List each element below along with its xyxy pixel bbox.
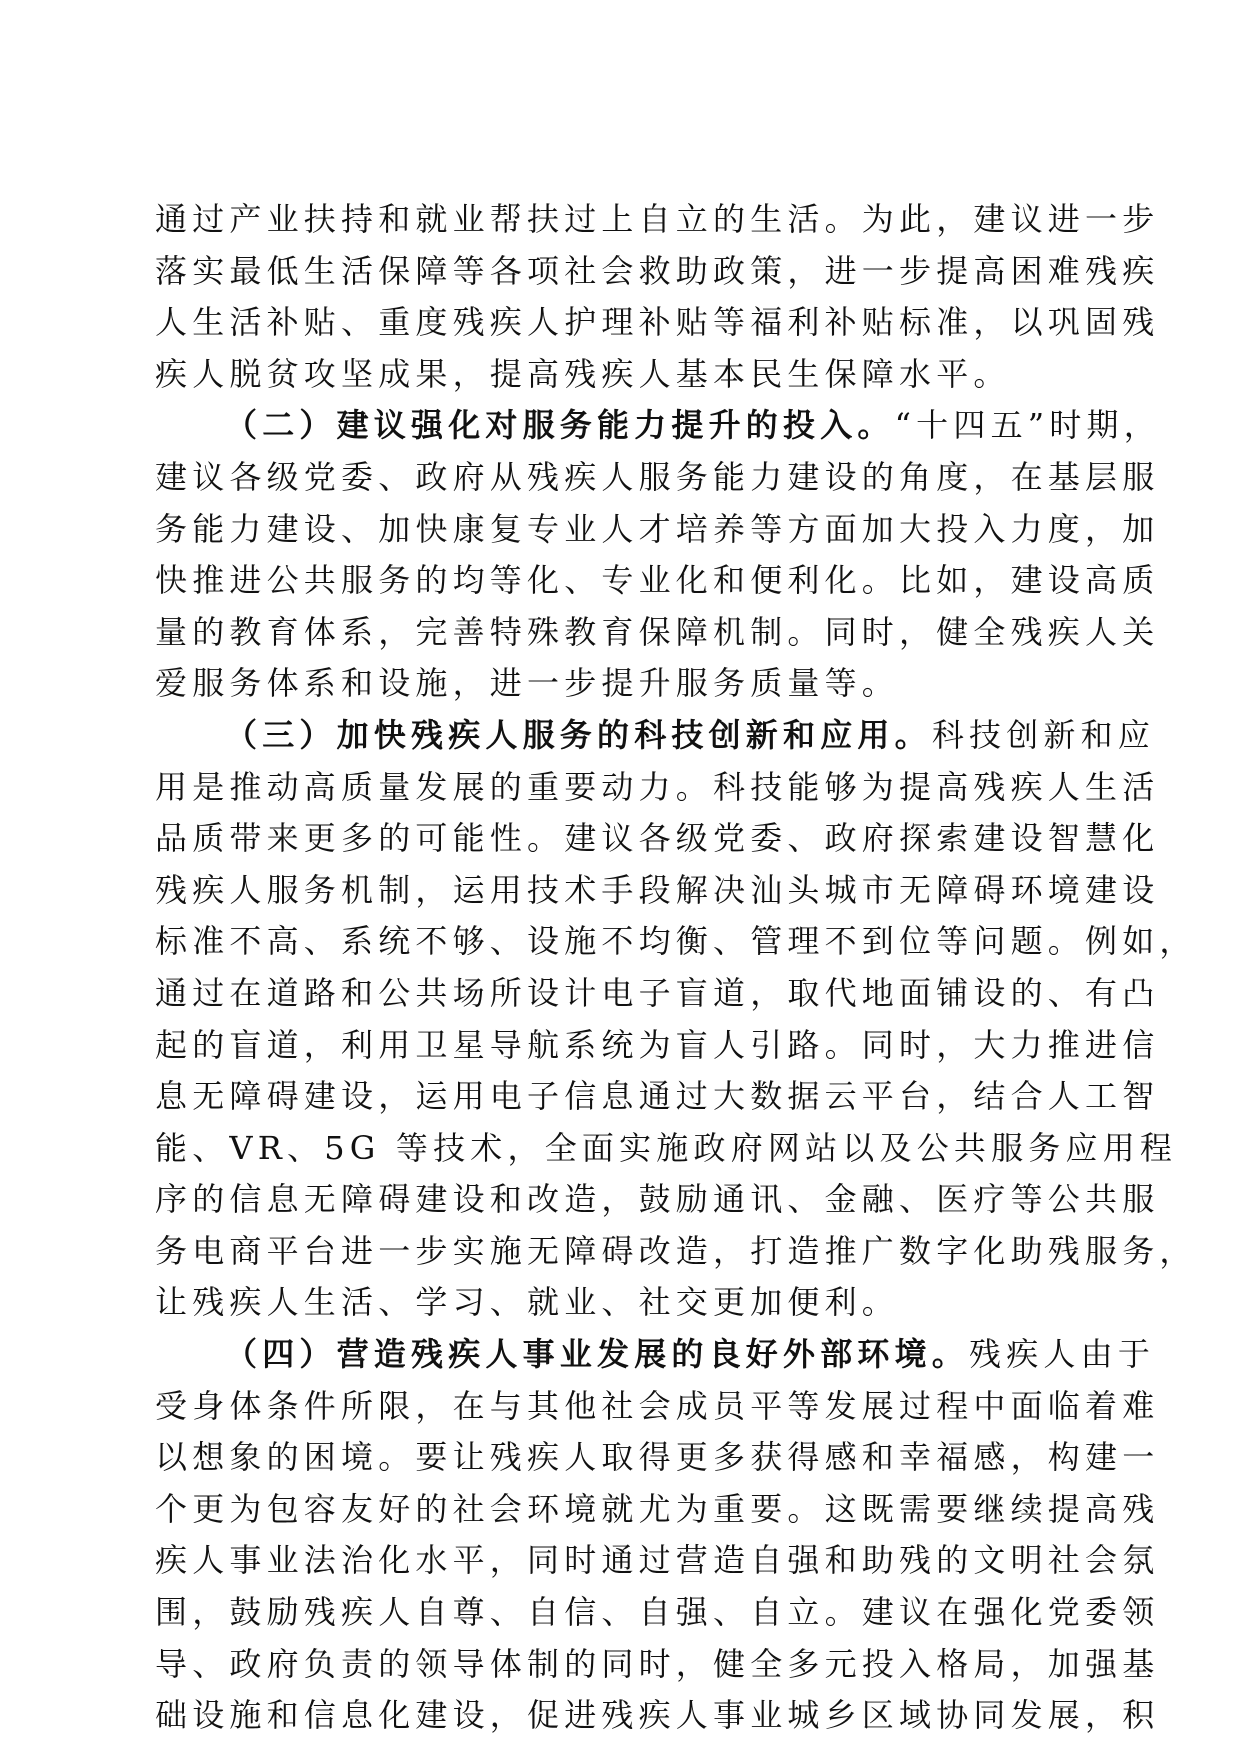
text-line: 以想象的困境。要让残疾人取得更多获得感和幸福感，构建一 [155,1438,1160,1477]
section-heading-3: （三）加快残疾人服务的科技创新和应用。 [225,715,932,754]
text-line: 快推进公共服务的均等化、专业化和便利化。比如，建设高质 [155,561,1160,600]
text-line: 残疾人服务机制，运用技术手段解决汕头城市无障碍环境建设 [155,870,1160,909]
text-line: 标准不高、系统不够、设施不均衡、管理不到位等问题。例如， [155,922,1197,961]
section-heading-3-continuation: 科技创新和应 [931,715,1156,754]
text-line: 通过在道路和公共场所设计电子盲道，取代地面铺设的、有凸 [155,973,1160,1012]
section-heading-2-continuation: “十四五”时期， [894,406,1161,445]
document-body [155,194,1197,1742]
text-line: 务电商平台进一步实施无障碍改造，打造推广数字化助残服务， [155,1231,1197,1270]
text-line: 础设施和信息化建设，促进残疾人事业城乡区域协同发展，积 [155,1696,1160,1735]
text-line: 通过产业扶持和就业帮扶过上自立的生活。为此，建议进一步 [155,200,1160,238]
text-line: 让残疾人生活、学习、就业、社交更加便利。 [155,1283,900,1322]
text-line: 爱服务体系和设施，进一步提升服务质量等。 [155,664,900,703]
text-line: 导、政府负责的领导体制的同时，健全多元投入格局，加强基 [155,1644,1160,1683]
text-line: 务能力建设、加快康复专业人才培养等方面加大投入力度，加 [155,509,1160,548]
section-heading-4: （四）营造残疾人事业发展的良好外部环境。 [225,1335,970,1374]
text-line: 个更为包容友好的社会环境就尤为重要。这既需要继续提高残 [155,1489,1160,1528]
text-line: 疾人事业法治化水平，同时通过营造自强和助残的文明社会氛 [155,1541,1160,1580]
text-line: 落实最低生活保障等各项社会救助政策，进一步提高困难残疾 [155,251,1160,290]
text-line: 序的信息无障碍建设和改造，鼓励通讯、金融、医疗等公共服 [155,1180,1160,1219]
text-line: 起的盲道，利用卫星导航系统为盲人引路。同时，大力推进信 [155,1025,1160,1064]
text-line: 疾人脱贫攻坚成果，提高残疾人基本民生保障水平。 [155,354,1011,393]
text-line: 围，鼓励残疾人自尊、自信、自强、自立。建议在强化党委领 [155,1593,1160,1632]
text-line: 量的教育体系，完善特殊教育保障机制。同时，健全残疾人关 [155,612,1160,651]
text-line: 用是推动高质量发展的重要动力。科技能够为提高残疾人生活 [155,767,1160,806]
section-heading-2: （二）建议强化对服务能力提升的投入。 [225,406,895,445]
section-heading-line-2 [155,400,1161,452]
text-line: 品质带来更多的可能性。建议各级党委、政府探索建设智慧化 [155,819,1160,858]
text-line: 受身体条件所限，在与其他社会成员平等发展过程中面临着难 [155,1386,1160,1425]
section-heading-4-continuation: 残疾人由于 [969,1335,1156,1374]
text-line: 建议各级党委、政府从残疾人服务能力建设的角度，在基层服 [155,457,1160,496]
text-line: 能、VR、5G 等技术，全面实施政府网站以及公共服务应用程 [155,1128,1178,1167]
section-heading-line-4 [155,1329,1156,1381]
section-heading-line-3 [155,710,1156,762]
text-line: 息无障碍建设，运用电子信息通过大数据云平台，结合人工智 [155,1077,1160,1116]
text-line: 人生活补贴、重度残疾人护理补贴等福利补贴标准，以巩固残 [155,303,1160,342]
